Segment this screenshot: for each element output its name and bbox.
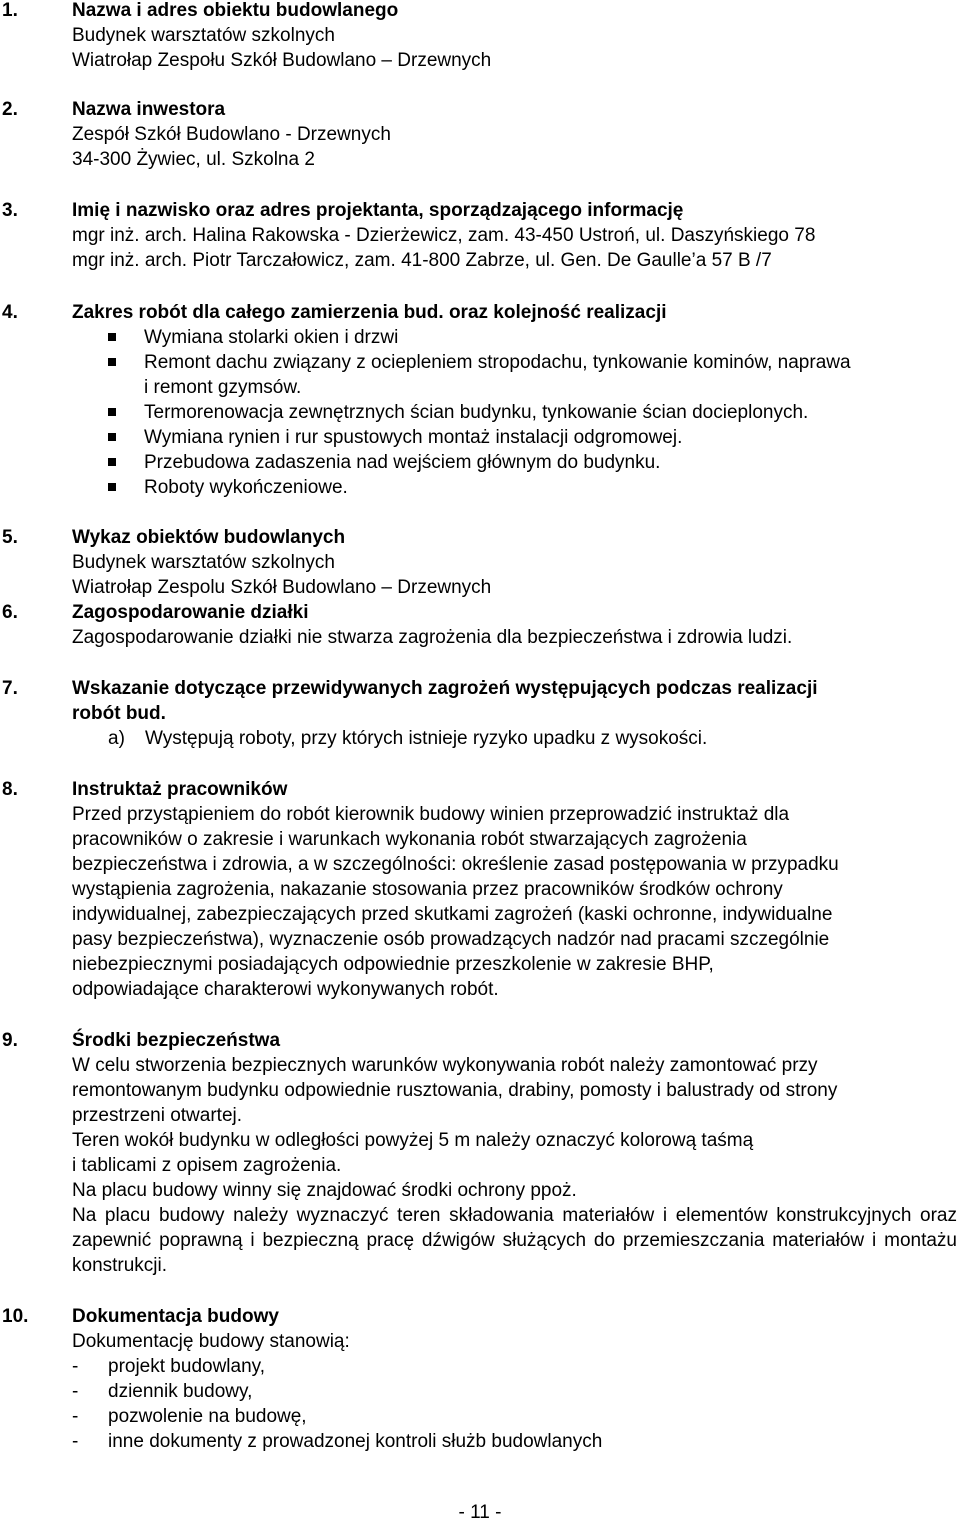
paragraph-line: pasy bezpieczeństwa), wyznaczenie osób prowadzących nadzór nad pracami szczególnie — [72, 929, 830, 950]
section-10 — [0, 1304, 960, 1454]
section-title-bold: Zakres robót dla całego zamierzenia bud. — [72, 302, 444, 323]
item-label: a) — [108, 728, 125, 749]
bullet-item — [0, 425, 960, 450]
paragraph-line: wystąpienia zagrożenia, nakazanie stosowania przez pracowników środków ochrony — [72, 879, 783, 900]
section-title: Wykaz obiektów budowlanych — [72, 527, 346, 548]
bullet-text: Przebudowa zadaszenia nad wejściem głównym do budynku. — [144, 452, 661, 473]
section-line: Wiatrołap Zespołu Szkół Budowlano – Drzewnych — [72, 50, 492, 71]
section-number: 3. — [2, 200, 18, 221]
bullet-item — [0, 325, 960, 350]
paragraph-line: i tablicami z opisem zagrożenia. — [72, 1155, 342, 1176]
section-title: Dokumentacja budowy — [72, 1306, 279, 1327]
paragraph-line: indywidualnej, zabezpieczających przed skutkami zagrożeń (kaski ochronne, indywidualne — [72, 904, 833, 925]
section-title: Wskazanie dotyczące przewidywanych zagrożeń występujących podczas realizacji — [72, 678, 818, 699]
square-bullet-icon — [108, 408, 116, 416]
paragraph-line: odpowiadające charakterowi wykonywanych robót. — [72, 979, 499, 1000]
square-bullet-icon — [108, 483, 116, 491]
section-8 — [0, 777, 960, 1002]
bullet-text: i remont gzymsów. — [144, 377, 302, 398]
section-number: 1. — [2, 0, 18, 21]
dash-marker: - — [72, 1406, 79, 1427]
paragraph-line: bezpieczeństwa i zdrowia, a w szczególności: określenie zasad postępowania w przypadku — [72, 854, 839, 875]
dash-item — [0, 1429, 960, 1454]
lettered-item — [0, 726, 960, 751]
paragraph-line: przestrzeni otwartej. — [72, 1105, 243, 1126]
justified-paragraph: Na placu budowy należy wyznaczyć teren składowania materiałów i elementów konstrukcyjnych oraz zapewnić poprawną i bezpieczną pracę dźwigów służących do przemieszczania materiałów i montażu konstrukcji. — [72, 1205, 957, 1276]
item-text: Występują roboty, przy których istnieje ryzyko upadku z wysokości. — [145, 728, 708, 749]
section-line: Budynek warsztatów szkolnych — [72, 25, 335, 46]
section-5 — [0, 525, 960, 600]
section-number: 5. — [2, 527, 18, 548]
dash-item-text: dziennik budowy, — [108, 1381, 253, 1402]
bullet-text: Wymiana stolarki okien i drzwi — [144, 327, 399, 348]
section-line: Zagospodarowanie działki nie stwarza zagrożenia dla bezpieczeństwa i zdrowia ludzi. — [72, 627, 793, 648]
bullet-text: Remont dachu związany z ociepleniem stropodachu, tynkowanie kominów, naprawa — [144, 352, 851, 373]
dash-marker: - — [72, 1431, 79, 1452]
square-bullet-icon — [108, 433, 116, 441]
section-6 — [0, 600, 960, 650]
section-title-continuation: robót bud. — [72, 703, 166, 724]
bullet-text: Termorenowacja zewnętrznych ścian budynku, tynkowanie ścian docieplonych. — [144, 402, 809, 423]
bullet-continuation — [0, 375, 960, 400]
section-4 — [0, 300, 960, 500]
section-number: 9. — [2, 1030, 18, 1051]
square-bullet-icon — [108, 333, 116, 341]
section-number: 10. — [2, 1306, 29, 1327]
section-number: 6. — [2, 602, 18, 623]
section-9 — [0, 1028, 960, 1276]
square-bullet-icon — [108, 458, 116, 466]
section-number: 4. — [2, 302, 18, 323]
paragraph-line: Przed przystąpieniem do robót kierownik budowy winien przeprowadzić instruktaż dla — [72, 804, 790, 825]
section-line: mgr inż. arch. Piotr Tarczałowicz, zam. 41-800 Zabrze, ul. Gen. De Gaulle’a 57 B /7 — [72, 250, 772, 271]
section-number: 7. — [2, 678, 18, 699]
bullet-item — [0, 475, 960, 500]
dash-item — [0, 1379, 960, 1404]
paragraph-line: pracowników o zakresie i warunkach wykonania robót stwarzających zagrożenia — [72, 829, 747, 850]
section-title: Zagospodarowanie działki — [72, 602, 309, 623]
section-1 — [0, 0, 960, 73]
bullet-item — [0, 450, 960, 475]
dash-item-text: pozwolenie na budowę, — [108, 1406, 307, 1427]
section-number: 2. — [2, 99, 18, 120]
section-line: Budynek warsztatów szkolnych — [72, 552, 335, 573]
paragraph-line: W celu stworzenia bezpiecznych warunków wykonywania robót należy zamontować przy — [72, 1055, 818, 1076]
section-2 — [0, 97, 960, 172]
section-title: Nazwa inwestora — [72, 99, 226, 120]
paragraph-line: niebezpiecznymi posiadających odpowiednie przeszkolenie w zakresie BHP, — [72, 954, 714, 975]
section-7 — [0, 676, 960, 751]
section-title: Środki bezpieczeństwa — [72, 1030, 281, 1051]
dash-item — [0, 1354, 960, 1379]
section-title-rest: oraz kolejność realizacji — [443, 302, 667, 323]
square-bullet-icon — [108, 358, 116, 366]
section-3 — [0, 198, 960, 273]
paragraph-line: Na placu budowy winny się znajdować środki ochrony ppoż. — [72, 1180, 577, 1201]
section-line: 34-300 Żywiec, ul. Szkolna 2 — [72, 149, 315, 170]
dash-marker: - — [72, 1381, 79, 1402]
paragraph-line: remontowanym budynku odpowiednie rusztowania, drabiny, pomosty i balustrady od strony — [72, 1080, 838, 1101]
bullet-item — [0, 400, 960, 425]
dash-item-text: inne dokumenty z prowadzonej kontroli służb budowlanych — [108, 1431, 603, 1452]
dash-item — [0, 1404, 960, 1429]
section-number: 8. — [2, 779, 18, 800]
section-title: Imię i nazwisko oraz adres projektanta, sporządzającego informację — [72, 200, 684, 221]
paragraph-line: Teren wokół budynku w odległości powyżej 5 m należy oznaczyć kolorową taśmą — [72, 1130, 754, 1151]
section-line: mgr inż. arch. Halina Rakowska - Dzierżewicz, zam. 43-450 Ustroń, ul. Daszyńskiego 78 — [72, 225, 816, 246]
dash-marker: - — [72, 1356, 79, 1377]
section-title: Nazwa i adres obiektu budowlanego — [72, 0, 399, 21]
bullet-text: Roboty wykończeniowe. — [144, 477, 348, 498]
section-title — [72, 300, 667, 325]
section-intro: Dokumentację budowy stanowią: — [72, 1331, 350, 1352]
dash-item-text: projekt budowlany, — [108, 1356, 266, 1377]
page-number: - 11 - — [458, 1502, 502, 1523]
section-line: Wiatrołap Zespolu Szkół Budowlano – Drzewnych — [72, 577, 492, 598]
section-title: Instruktaż pracowników — [72, 779, 288, 800]
bullet-text: Wymiana rynien i rur spustowych montaż instalacji odgromowej. — [144, 427, 683, 448]
bullet-item — [0, 350, 960, 375]
section-line: Zespół Szkół Budowlano - Drzewnych — [72, 124, 391, 145]
